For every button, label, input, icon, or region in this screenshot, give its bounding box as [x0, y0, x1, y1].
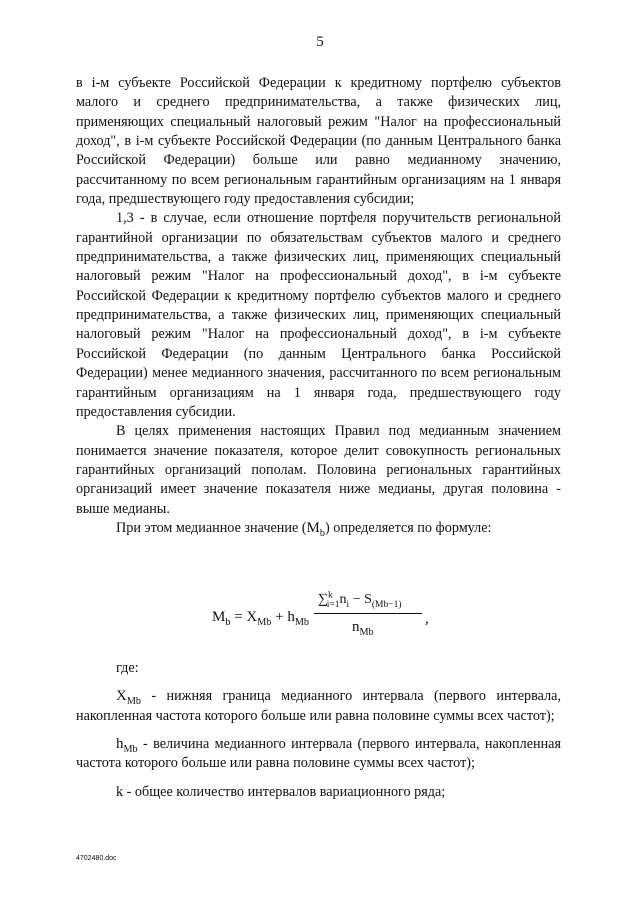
definition-h-mb: $h_{Mb}$ - величина медианного интервала (первого интервала, накопленная частота которого больше или равна половине суммы всех частот);: [76, 736, 561, 772]
formula-comma: ,: [425, 611, 429, 627]
intro-text-before: При этом медианное значение (: [116, 519, 307, 536]
definition-x-mb: $X_{Mb}$ - нижняя граница медианного интервала (первого интервала, накопленная частота которого больше или равна половине суммы всех частот);: [76, 688, 561, 724]
x-mb-symbol: $X_{Mb}$: [116, 688, 141, 708]
paragraph-coefficient-condition: в i-м субъекте Российской Федерации к кредитному портфелю субъектов малого и среднего предпринимательства, а также физических лиц, применяющих специальный налоговый режим "Налог на профессиональный доход", в i-м субъекте Российской Федерации (по данным Центрального банка Российской Федерации) больше или равно медианному значению, рассчитанному по всем региональным гарантийным организациям на 1 января года, предшествующего году предоставления субсидии;: [76, 75, 561, 208]
definitions: [76, 659, 561, 802]
paragraph-coefficient-1-3: 1,3 - в случае, если отношение портфеля поручительств региональной гарантийной организации по обязательствам субъектов малого и среднего предпринимательства, а также физических лиц, применяющих специальный налоговый режим "Налог на профессиональный доход", в i-м субъекте Российской Федерации к кредитному портфелю субъектов малого и среднего предпринимательства, а также физических лиц, применяющих специальный налоговый режим "Налог на профессиональный доход", в i-м субъекте Российской Федерации (по данным Центрального банка Российской Федерации) менее медианного значения, рассчитанного по всем региональным гарантийным организациям на 1 января года, предшествующего году предоставления субсидии.: [76, 210, 561, 420]
paragraph-median-definition: В целях применения настоящих Правил под медианным значением понимается значение показателя, которое делит совокупность региональных гарантийных организаций пополам. Половина региональных гарантийных организаций имеет значение показателя ниже медианы, другая половина - выше медианы.: [76, 423, 561, 517]
definition-k: k - общее количество интервалов вариационного ряда;: [116, 783, 446, 800]
where-label: где:: [116, 660, 139, 676]
formula-numerator: $\sum^k_{i=1}n_i - S_{(Mb-1)}$: [318, 590, 402, 610]
median-formula: [212, 591, 452, 641]
intro-text-after: ) определяется по формуле:: [324, 519, 492, 536]
document-code: 4702480.doc: [76, 855, 117, 862]
body-text: [76, 74, 561, 538]
fraction-bar: [314, 613, 422, 614]
page-number: 5: [316, 34, 324, 50]
paragraph-median-formula-intro: [76, 519, 561, 538]
formula-denominator: $n_{Mb}$: [352, 619, 374, 638]
h-mb-symbol: $h_{Mb}$: [116, 736, 138, 756]
median-symbol: $M_b$: [306, 519, 325, 539]
formula-fraction: [314, 591, 424, 641]
formula-left-side: $M_b = X_{Mb} + h_{Mb}$: [212, 609, 310, 628]
